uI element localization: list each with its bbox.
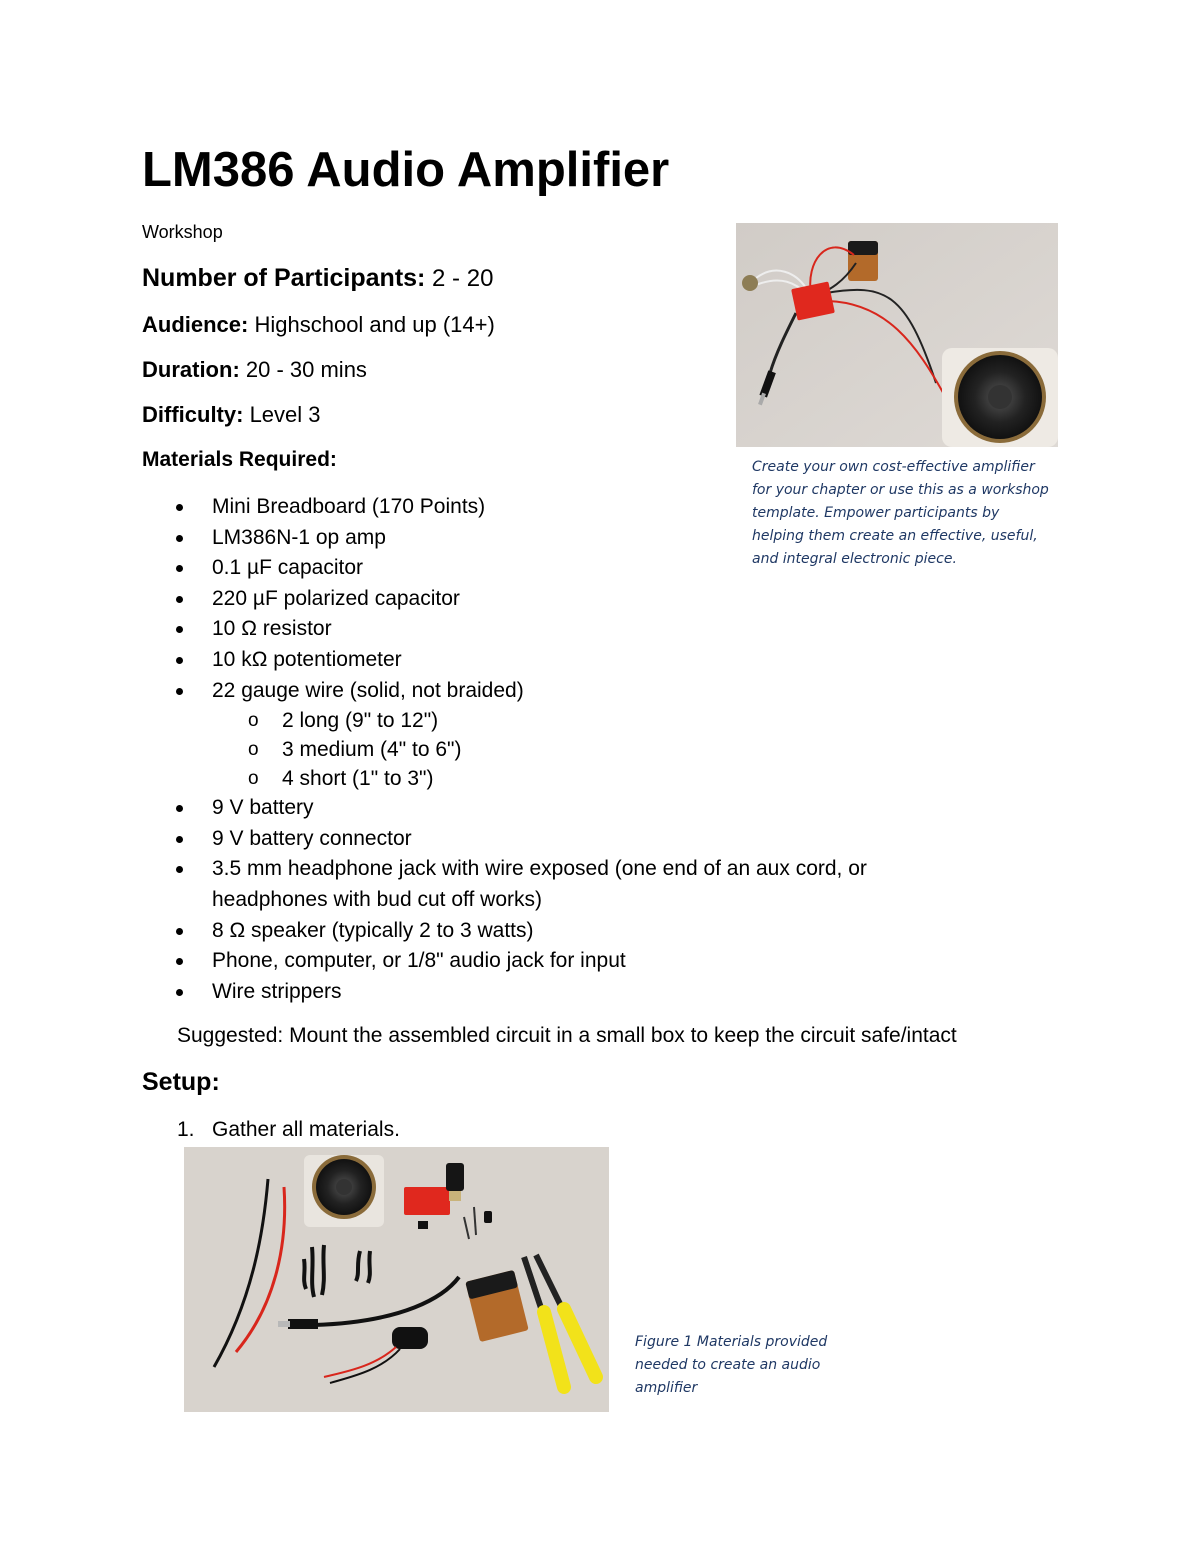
wire-item-label: 22 gauge wire (solid, not braided) bbox=[212, 678, 524, 702]
sub-list-item: o 2 long (9" to 12") bbox=[0, 706, 1000, 735]
duration-value: 20 - 30 mins bbox=[239, 357, 367, 382]
step-number: 1. bbox=[177, 1118, 195, 1141]
participants-field bbox=[142, 264, 493, 293]
list-item: 0.1 µF capacitor bbox=[0, 553, 1000, 584]
list-item: 220 µF polarized capacitor bbox=[0, 584, 1000, 615]
duration-label: Duration: bbox=[142, 357, 240, 382]
assembled-amplifier-illustration bbox=[736, 223, 1058, 447]
participants-label: Number of Participants: bbox=[142, 264, 426, 292]
audience-value: Highschool and up (14+) bbox=[248, 312, 495, 337]
figure-caption: Figure 1 Materials provided needed to create an audio amplifier bbox=[635, 1334, 828, 1396]
assembled-amplifier-photo bbox=[736, 223, 1058, 447]
difficulty-label: Difficulty: bbox=[142, 402, 244, 427]
page-title: LM386 Audio Amplifier bbox=[142, 143, 670, 197]
materials-photo bbox=[184, 1147, 609, 1412]
list-item: 10 kΩ potentiometer bbox=[0, 645, 1000, 676]
list-item: LM386N-1 op amp bbox=[0, 523, 1000, 554]
list-item: 8 Ω speaker (typically 2 to 3 watts) bbox=[0, 916, 1000, 947]
step-text: Gather all materials. bbox=[212, 1118, 400, 1141]
materials-illustration bbox=[184, 1147, 609, 1412]
list-item: Wire strippers bbox=[0, 977, 1000, 1008]
list-item: Mini Breadboard (170 Points) bbox=[0, 492, 1000, 523]
list-item: 9 V battery connector bbox=[0, 824, 1000, 855]
list-item-wire bbox=[0, 676, 1000, 794]
difficulty-field bbox=[142, 402, 321, 428]
list-item: Phone, computer, or 1/8" audio jack for input bbox=[0, 946, 1000, 977]
suggestion-text: Suggested: Mount the assembled circuit in a small box to keep the circuit safe/intact bbox=[177, 1024, 957, 1047]
materials-heading: Materials Required: bbox=[142, 448, 337, 471]
document-subtitle: Workshop bbox=[142, 222, 223, 242]
list-item: 9 V battery bbox=[0, 793, 1000, 824]
setup-step-1 bbox=[177, 1118, 400, 1142]
list-item: 10 Ω resistor bbox=[0, 614, 1000, 645]
participants-value: 2 - 20 bbox=[425, 265, 494, 292]
sub-list-item: o 3 medium (4" to 6") bbox=[0, 735, 1000, 764]
setup-heading: Setup: bbox=[142, 1068, 220, 1096]
audience-label: Audience: bbox=[142, 312, 249, 337]
photo-caption: Create your own cost-effective amplifier for your chapter or use this as a workshop template. Empower participants by helping them create an effective, useful, and integral electronic piece. bbox=[752, 459, 1049, 567]
duration-field bbox=[142, 357, 367, 383]
wire-sublist bbox=[212, 706, 1000, 793]
audience-field bbox=[142, 312, 495, 338]
list-item: 3.5 mm headphone jack with wire exposed (one end of an aux cord, or headphones with bud cut off works) bbox=[0, 854, 952, 915]
sub-list-item: o 4 short (1" to 3") bbox=[0, 764, 1000, 793]
difficulty-value: Level 3 bbox=[243, 402, 321, 427]
